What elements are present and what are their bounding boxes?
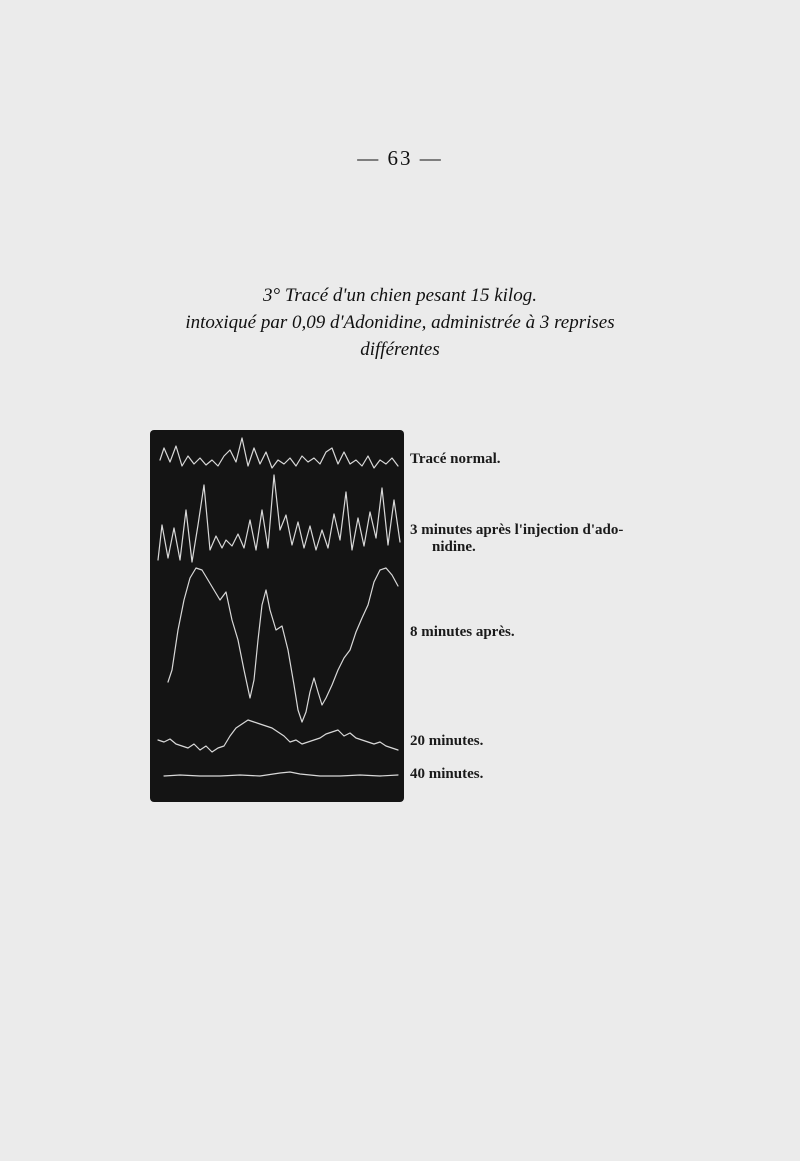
label-trace-40min: 40 minutes.: [410, 766, 484, 782]
trace-40min: [164, 772, 398, 776]
caption-line-2: intoxiqué par 0,09 d'Adonidine, administrée à 3 reprises: [185, 312, 615, 333]
label-trace-3min: [410, 522, 625, 556]
label-trace-normal: Tracé normal.: [410, 451, 501, 467]
caption-line-3: différentes: [360, 339, 440, 360]
pulse-tracing-figure: [150, 430, 404, 802]
label-3min-line-2: nidine.: [432, 539, 476, 555]
label-trace-20min: 20 minutes.: [410, 733, 484, 749]
trace-8min: [168, 568, 398, 722]
label-trace-8min: 8 minutes après.: [410, 624, 515, 640]
label-3min-line-1: 3 minutes après l'injection d'ado-: [410, 522, 624, 538]
tracing-image: [150, 430, 404, 802]
figure-caption: [0, 282, 800, 363]
trace-3min: [158, 475, 400, 562]
trace-normal: [160, 438, 398, 468]
trace-20min: [158, 720, 398, 752]
caption-line-1: 3° Tracé d'un chien pesant 15 kilog.: [263, 285, 537, 306]
page-number: — 63 —: [357, 146, 443, 170]
